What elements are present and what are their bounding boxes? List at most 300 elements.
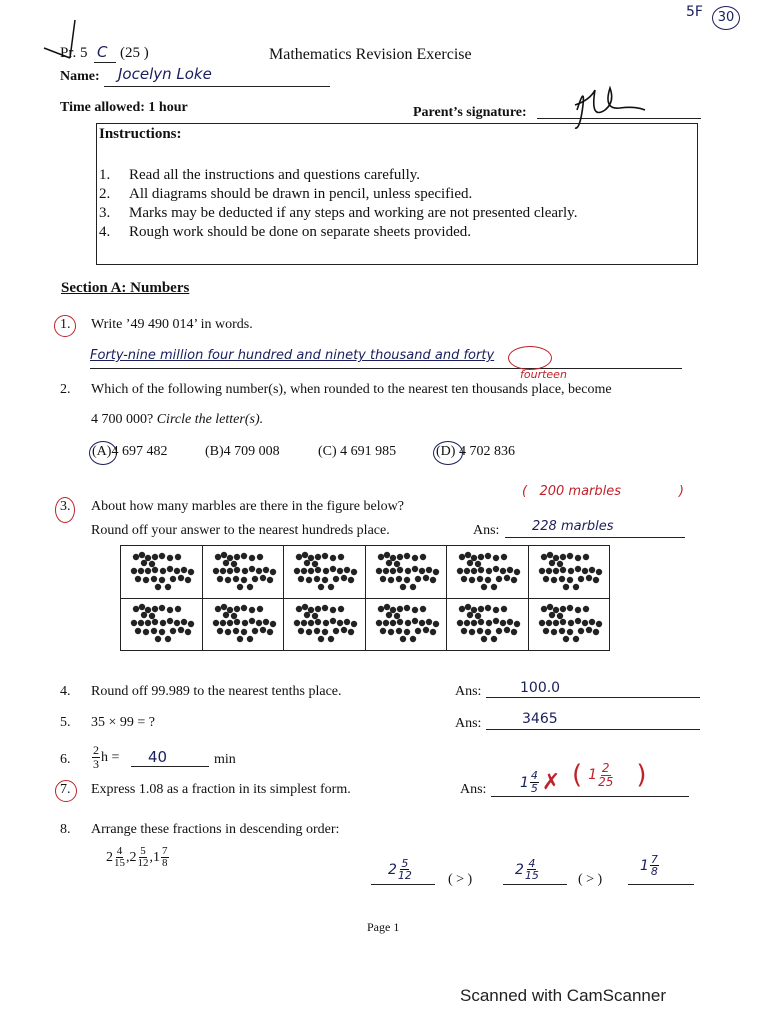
marble bbox=[256, 620, 262, 626]
marble bbox=[397, 554, 403, 560]
marble bbox=[559, 628, 565, 634]
marble bbox=[459, 554, 465, 560]
marble bbox=[397, 567, 403, 573]
q2-text-continued: 4 700 000? Circle the letter(s). bbox=[91, 412, 264, 427]
q8-text: Arrange these fractions in descending order: bbox=[91, 822, 340, 837]
marble bbox=[400, 584, 406, 590]
marble bbox=[478, 567, 484, 573]
q1-text: Write ’49 490 014’ in words. bbox=[91, 317, 253, 332]
marble bbox=[145, 620, 151, 626]
marbles-icon bbox=[206, 549, 280, 595]
marble bbox=[568, 620, 574, 626]
marble bbox=[167, 566, 173, 572]
marble bbox=[410, 584, 416, 590]
marble bbox=[383, 620, 389, 626]
marble bbox=[415, 576, 421, 582]
marble bbox=[333, 628, 339, 634]
marble bbox=[131, 568, 137, 574]
marble bbox=[394, 613, 400, 619]
marble bbox=[596, 621, 602, 627]
q8-answer-1: 2 $\frac{5}{12}$ bbox=[388, 857, 412, 882]
marble bbox=[546, 620, 552, 626]
marble bbox=[241, 605, 247, 611]
marble bbox=[383, 568, 389, 574]
marble bbox=[141, 612, 147, 618]
q5-ans-label: Ans: bbox=[455, 716, 482, 731]
marble bbox=[304, 560, 310, 566]
marble bbox=[301, 568, 307, 574]
marble bbox=[478, 554, 484, 560]
marble bbox=[215, 606, 221, 612]
marble bbox=[397, 619, 403, 625]
marble bbox=[567, 553, 573, 559]
marble bbox=[215, 554, 221, 560]
marble bbox=[578, 576, 584, 582]
marble bbox=[213, 568, 219, 574]
marble bbox=[560, 619, 566, 625]
marble bbox=[149, 613, 155, 619]
marble bbox=[568, 568, 574, 574]
q3-text-continued: Round off your answer to the nearest hundreds place. bbox=[91, 523, 390, 538]
marble bbox=[167, 618, 173, 624]
q2-number: 2. bbox=[60, 382, 71, 397]
marble bbox=[491, 584, 497, 590]
marble bbox=[348, 577, 354, 583]
marble bbox=[390, 568, 396, 574]
marble bbox=[547, 604, 553, 610]
marble bbox=[296, 606, 302, 612]
marble bbox=[247, 636, 253, 642]
scanner-watermark: Scanned with CamScanner bbox=[460, 986, 667, 1005]
marble bbox=[233, 576, 239, 582]
marble bbox=[419, 620, 425, 626]
marble bbox=[155, 584, 161, 590]
marble bbox=[135, 628, 141, 634]
marble bbox=[471, 568, 477, 574]
marble bbox=[160, 568, 166, 574]
marble bbox=[170, 628, 176, 634]
marble bbox=[301, 620, 307, 626]
marble bbox=[478, 619, 484, 625]
marble bbox=[396, 576, 402, 582]
marble bbox=[141, 560, 147, 566]
marble bbox=[557, 613, 563, 619]
marble bbox=[501, 554, 507, 560]
marble bbox=[159, 577, 165, 583]
marble bbox=[159, 605, 165, 611]
q7-correction: ( 1 $\frac{2}{25}$ ) bbox=[572, 760, 647, 790]
marble bbox=[322, 629, 328, 635]
marble bbox=[270, 621, 276, 627]
marble bbox=[426, 619, 432, 625]
marble bbox=[318, 636, 324, 642]
marble bbox=[145, 607, 151, 613]
marble-cell bbox=[447, 547, 528, 597]
marble bbox=[227, 555, 233, 561]
marble bbox=[220, 620, 226, 626]
marble bbox=[430, 629, 436, 635]
marbles-icon bbox=[369, 601, 443, 647]
marble bbox=[178, 627, 184, 633]
marble bbox=[223, 612, 229, 618]
marble bbox=[338, 606, 344, 612]
marble bbox=[430, 577, 436, 583]
marble bbox=[486, 620, 492, 626]
marble bbox=[496, 576, 502, 582]
marble bbox=[344, 567, 350, 573]
marble bbox=[298, 628, 304, 634]
marble bbox=[461, 576, 467, 582]
marble bbox=[543, 576, 549, 582]
marble-cell bbox=[203, 599, 284, 649]
marble bbox=[337, 620, 343, 626]
marble bbox=[376, 620, 382, 626]
marble bbox=[471, 555, 477, 561]
q8-answer-2: 2 $\frac{4}{15}$ bbox=[515, 857, 539, 882]
marble bbox=[539, 620, 545, 626]
marble bbox=[412, 607, 418, 613]
q8-answer-3: 1 $\frac{7}{8}$ bbox=[640, 853, 658, 878]
marble bbox=[404, 577, 410, 583]
marble bbox=[573, 636, 579, 642]
marble bbox=[231, 561, 237, 567]
scanner-footer bbox=[0, 960, 768, 1024]
signature-label: Parent’s signature: bbox=[413, 105, 527, 120]
marble bbox=[241, 629, 247, 635]
marble bbox=[378, 606, 384, 612]
marble bbox=[464, 568, 470, 574]
marble bbox=[457, 620, 463, 626]
marble bbox=[586, 627, 592, 633]
marble bbox=[589, 567, 595, 573]
marble bbox=[578, 628, 584, 634]
q3-number: 3. bbox=[60, 499, 71, 514]
marble bbox=[263, 619, 269, 625]
marble bbox=[412, 618, 418, 624]
marble bbox=[188, 569, 194, 575]
marble bbox=[260, 575, 266, 581]
marble bbox=[328, 584, 334, 590]
marble bbox=[567, 577, 573, 583]
class-letter: C bbox=[97, 43, 108, 61]
marble bbox=[145, 568, 151, 574]
marble bbox=[376, 568, 382, 574]
q4-number: 4. bbox=[60, 684, 71, 699]
marble bbox=[567, 629, 573, 635]
marbles-icon bbox=[369, 549, 443, 595]
marble bbox=[485, 605, 491, 611]
marble bbox=[333, 576, 339, 582]
marble bbox=[405, 568, 411, 574]
marble bbox=[294, 620, 300, 626]
marble bbox=[539, 568, 545, 574]
marble bbox=[412, 555, 418, 561]
marble-cell bbox=[529, 599, 610, 649]
marble bbox=[138, 568, 144, 574]
marble bbox=[575, 618, 581, 624]
marble bbox=[465, 604, 471, 610]
marble bbox=[547, 552, 553, 558]
marble bbox=[467, 612, 473, 618]
q6-number: 6. bbox=[60, 752, 71, 767]
section-title: Section A: Numbers bbox=[61, 280, 190, 296]
marble bbox=[298, 576, 304, 582]
marble bbox=[567, 605, 573, 611]
marble bbox=[478, 606, 484, 612]
option-b[interactable]: (B)4 709 008 bbox=[205, 444, 280, 459]
marbles-icon bbox=[287, 601, 361, 647]
instructions-list: 1. Read all the instructions and questions carefully. 2. All diagrams should be drawn in pencil, unless specified. 3. Marks may be deducted if any steps and working are not presented clearly. 4. Rough work should be done on separate sheets provided. bbox=[99, 167, 578, 240]
marble bbox=[563, 584, 569, 590]
q4-text: Round off 99.989 to the nearest tenths place. bbox=[91, 684, 342, 699]
marble bbox=[553, 620, 559, 626]
marble bbox=[322, 577, 328, 583]
marble bbox=[475, 613, 481, 619]
q5-text: 35 × 99 = ? bbox=[91, 715, 156, 730]
marble bbox=[380, 576, 386, 582]
marble bbox=[174, 568, 180, 574]
marble bbox=[260, 627, 266, 633]
marble bbox=[135, 576, 141, 582]
marble bbox=[433, 569, 439, 575]
marble bbox=[242, 620, 248, 626]
marble bbox=[485, 577, 491, 583]
q6-unit: min bbox=[214, 752, 236, 767]
marble bbox=[415, 628, 421, 634]
marble bbox=[541, 554, 547, 560]
marble bbox=[315, 606, 321, 612]
marble bbox=[493, 607, 499, 613]
marble bbox=[306, 577, 312, 583]
marble bbox=[586, 575, 592, 581]
marble bbox=[386, 612, 392, 618]
marble bbox=[145, 555, 151, 561]
marble bbox=[304, 612, 310, 618]
marble bbox=[575, 566, 581, 572]
marble bbox=[167, 607, 173, 613]
marble bbox=[221, 552, 227, 558]
marble bbox=[351, 621, 357, 627]
marble bbox=[138, 620, 144, 626]
marble bbox=[159, 553, 165, 559]
marble bbox=[511, 577, 517, 583]
marble bbox=[563, 636, 569, 642]
marble bbox=[471, 620, 477, 626]
marble bbox=[380, 628, 386, 634]
marble bbox=[217, 628, 223, 634]
marble bbox=[178, 575, 184, 581]
marble bbox=[551, 629, 557, 635]
marble bbox=[583, 606, 589, 612]
q3-correction: ( 200 marbles ) bbox=[522, 484, 684, 499]
marble-cell bbox=[366, 599, 447, 649]
marbles-icon bbox=[532, 601, 606, 647]
marble-cell bbox=[366, 547, 447, 597]
marble bbox=[464, 620, 470, 626]
marble bbox=[467, 560, 473, 566]
marble bbox=[390, 620, 396, 626]
marble bbox=[296, 554, 302, 560]
marble bbox=[553, 555, 559, 561]
marble bbox=[257, 606, 263, 612]
class-code: 5F bbox=[686, 4, 703, 20]
option-a[interactable]: (A)4 697 482 bbox=[92, 444, 168, 459]
marbles-icon bbox=[124, 601, 198, 647]
marble bbox=[234, 554, 240, 560]
marble bbox=[308, 607, 314, 613]
marble bbox=[477, 628, 483, 634]
marble bbox=[412, 566, 418, 572]
marble bbox=[155, 636, 161, 642]
marble bbox=[491, 636, 497, 642]
marble bbox=[390, 607, 396, 613]
marble-cell bbox=[284, 599, 365, 649]
register-number: (25 ) bbox=[120, 45, 149, 61]
marble bbox=[221, 604, 227, 610]
marble bbox=[159, 629, 165, 635]
q3-answer: 228 marbles bbox=[532, 519, 614, 534]
marbles-icon bbox=[450, 549, 524, 595]
marble bbox=[557, 561, 563, 567]
marble bbox=[423, 627, 429, 633]
marble bbox=[433, 621, 439, 627]
marble bbox=[388, 577, 394, 583]
marble bbox=[549, 612, 555, 618]
marble bbox=[386, 560, 392, 566]
marble bbox=[247, 584, 253, 590]
marble bbox=[575, 607, 581, 613]
marble bbox=[175, 554, 181, 560]
marble bbox=[294, 568, 300, 574]
marble bbox=[419, 568, 425, 574]
marble bbox=[384, 552, 390, 558]
q4-ans-label: Ans: bbox=[455, 684, 482, 699]
marble bbox=[551, 577, 557, 583]
marble bbox=[315, 619, 321, 625]
marble bbox=[420, 606, 426, 612]
marble bbox=[378, 554, 384, 560]
q5-number: 5. bbox=[60, 715, 71, 730]
marbles-icon bbox=[124, 549, 198, 595]
marble bbox=[543, 628, 549, 634]
marble bbox=[306, 629, 312, 635]
marble bbox=[344, 619, 350, 625]
marble bbox=[152, 554, 158, 560]
marble bbox=[225, 577, 231, 583]
marble bbox=[267, 629, 273, 635]
marble bbox=[341, 627, 347, 633]
q8-number: 8. bbox=[60, 822, 71, 837]
marble bbox=[330, 566, 336, 572]
marble bbox=[583, 554, 589, 560]
marble bbox=[589, 619, 595, 625]
q7-ans-label: Ans: bbox=[460, 782, 487, 797]
marbles-grid bbox=[120, 545, 610, 651]
q1-answer: Forty-nine million four hundred and ninety thousand and forty bbox=[90, 348, 495, 363]
marble bbox=[475, 561, 481, 567]
q7-number: 7. bbox=[60, 782, 71, 797]
q7-answer: 1 $\frac{4}{5}$ ✗ bbox=[520, 769, 561, 795]
marble bbox=[549, 560, 555, 566]
marble bbox=[330, 618, 336, 624]
marble bbox=[351, 569, 357, 575]
marble bbox=[397, 606, 403, 612]
marble bbox=[485, 553, 491, 559]
q4-answer: 100.0 bbox=[520, 680, 561, 696]
marble bbox=[152, 606, 158, 612]
marble bbox=[256, 568, 262, 574]
marble bbox=[323, 568, 329, 574]
marble bbox=[341, 575, 347, 581]
q6-text: $\frac{2}{3}$ h = bbox=[93, 743, 120, 771]
marble bbox=[396, 628, 402, 634]
marble bbox=[465, 552, 471, 558]
marble-cell bbox=[284, 547, 365, 597]
marble bbox=[404, 553, 410, 559]
q7-text: Express 1.08 as a fraction in its simplest form. bbox=[91, 782, 351, 797]
marble bbox=[420, 554, 426, 560]
marble bbox=[481, 636, 487, 642]
marble bbox=[511, 629, 517, 635]
marble bbox=[337, 568, 343, 574]
marble bbox=[486, 568, 492, 574]
marble bbox=[234, 567, 240, 573]
marble-cell bbox=[121, 547, 202, 597]
marble-cell bbox=[447, 599, 528, 649]
marble bbox=[237, 636, 243, 642]
marble bbox=[152, 567, 158, 573]
marble bbox=[241, 553, 247, 559]
marble bbox=[394, 561, 400, 567]
marble bbox=[249, 555, 255, 561]
class-prefix: Pr. 5 bbox=[60, 45, 88, 61]
marble bbox=[133, 554, 139, 560]
q1-number: 1. bbox=[60, 317, 71, 332]
page-title: Mathematics Revision Exercise bbox=[269, 46, 472, 63]
marble bbox=[233, 628, 239, 634]
marble bbox=[485, 629, 491, 635]
marble bbox=[249, 566, 255, 572]
marble bbox=[330, 555, 336, 561]
marble bbox=[133, 606, 139, 612]
marble bbox=[227, 620, 233, 626]
marble bbox=[318, 584, 324, 590]
marble bbox=[223, 560, 229, 566]
marble bbox=[410, 636, 416, 642]
q8-separator-1: ( > ) bbox=[448, 872, 473, 887]
option-d[interactable]: (D) 4 702 836 bbox=[436, 444, 515, 459]
marble bbox=[315, 554, 321, 560]
option-c[interactable]: (C) 4 691 985 bbox=[318, 444, 397, 459]
q3-text: About how many marbles are there in the figure below? bbox=[91, 499, 404, 514]
marble bbox=[553, 568, 559, 574]
marble bbox=[496, 628, 502, 634]
marble bbox=[481, 584, 487, 590]
marble bbox=[477, 576, 483, 582]
marbles-icon bbox=[450, 601, 524, 647]
marble bbox=[330, 607, 336, 613]
marbles-icon bbox=[206, 601, 280, 647]
marble bbox=[227, 607, 233, 613]
marble bbox=[234, 606, 240, 612]
marble bbox=[302, 604, 308, 610]
q6-answer: 40 bbox=[148, 748, 168, 766]
marble bbox=[493, 555, 499, 561]
marble bbox=[471, 607, 477, 613]
marble bbox=[582, 568, 588, 574]
marble bbox=[400, 636, 406, 642]
marble bbox=[139, 604, 145, 610]
